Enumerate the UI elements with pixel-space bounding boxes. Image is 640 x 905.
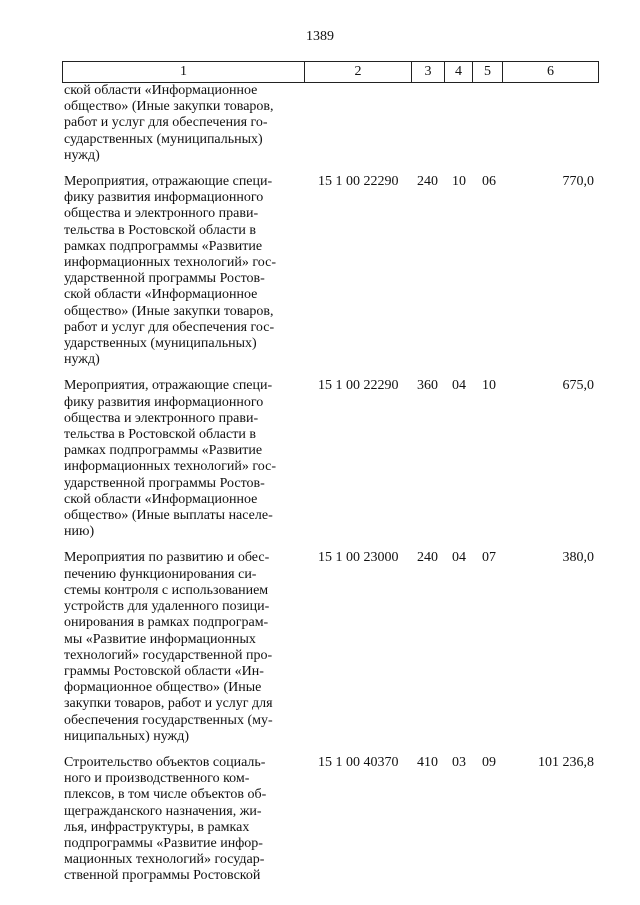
row-target-code: 15 1 00 40370 [318, 754, 399, 770]
row-expense-type: 240 [417, 174, 438, 190]
row-section: 10 [452, 174, 466, 190]
row-amount [500, 83, 596, 164]
table-row [62, 83, 598, 164]
row-target-code: 15 1 00 22290 [318, 378, 399, 394]
row-subsection: 10 [482, 378, 496, 394]
row-description: ской области «Информационное общество» (Иные закупки товаров, работ и услуг для обеспечения го- сударственных (муниципальных) нужд) [64, 83, 274, 163]
column-header-1: 1 [63, 62, 305, 83]
row-target-code: 15 1 00 22290 [318, 174, 399, 190]
row-description: Строительство объектов социаль- ного и производственного ком- плексов, в том числе объектов об- щегражданского назначения, жи- лья, инфраструктуры, в рамках подпрограммы «Развитие инфор- мационных технологий» государ- ственной программы Ростовской [64, 754, 267, 884]
row-description: Мероприятия, отражающие специ- фику развития информационного общества и электронного прави- тельства в Ростовской области в рамках подпрограммы «Развитие информационных технологий» гос- ударственной программы Ростов- ской области «Информационное общество» (Иные закупки товаров, работ и услуг для обеспечения гос- ударственных (муниципальных) нужд) [64, 174, 276, 368]
row-target-code: 15 1 00 23000 [318, 550, 399, 566]
table-row [62, 755, 598, 885]
row-expense-type: 360 [417, 378, 438, 394]
row-expense-type: 410 [417, 754, 438, 770]
column-header-5: 5 [473, 62, 503, 83]
column-header-table [62, 61, 599, 83]
column-header-4: 4 [445, 62, 473, 83]
row-expense-type [409, 83, 442, 164]
row-amount: 101 236,8 [538, 754, 594, 770]
column-header-3: 3 [412, 62, 445, 83]
row-amount: 770,0 [562, 174, 594, 190]
row-expense-type: 240 [417, 550, 438, 566]
column-header-2: 2 [305, 62, 412, 83]
row-subsection: 09 [482, 754, 496, 770]
table-row [62, 550, 598, 744]
table-row [62, 378, 598, 540]
row-subsection: 07 [482, 550, 496, 566]
table-row [62, 174, 598, 368]
row-section: 04 [452, 550, 466, 566]
table-body [62, 83, 598, 885]
row-description: Мероприятия, отражающие специ- фику развития информационного общества и электронного прави- тельства в Ростовской области в рамках подпрограммы «Развитие информационных технологий» гос- ударственной программы Ростов- ской области «Информационное общество» (Иные выплаты населе- нию) [64, 378, 276, 540]
row-subsection: 06 [482, 174, 496, 190]
row-amount: 380,0 [562, 550, 594, 566]
row-subsection [470, 83, 500, 164]
row-target-code [302, 83, 409, 164]
row-section: 04 [452, 378, 466, 394]
row-description: Мероприятия по развитию и обес- печению функционирования си- стемы контроля с использованием устройств для удаленного позици- онирования в рамках подпрограм- мы «Развитие информационных технологий» государственной про- граммы Ростовской области «Ин- формационное общество» (Иные закупки товаров, работ и услуг для обеспечения государственных (му- ниципальных) нужд) [64, 550, 273, 744]
column-header-row [63, 62, 599, 83]
row-amount: 675,0 [562, 378, 594, 394]
page-number: 1389 [306, 29, 334, 44]
column-header-6: 6 [503, 62, 599, 83]
row-section: 03 [452, 754, 466, 770]
row-section [442, 83, 470, 164]
